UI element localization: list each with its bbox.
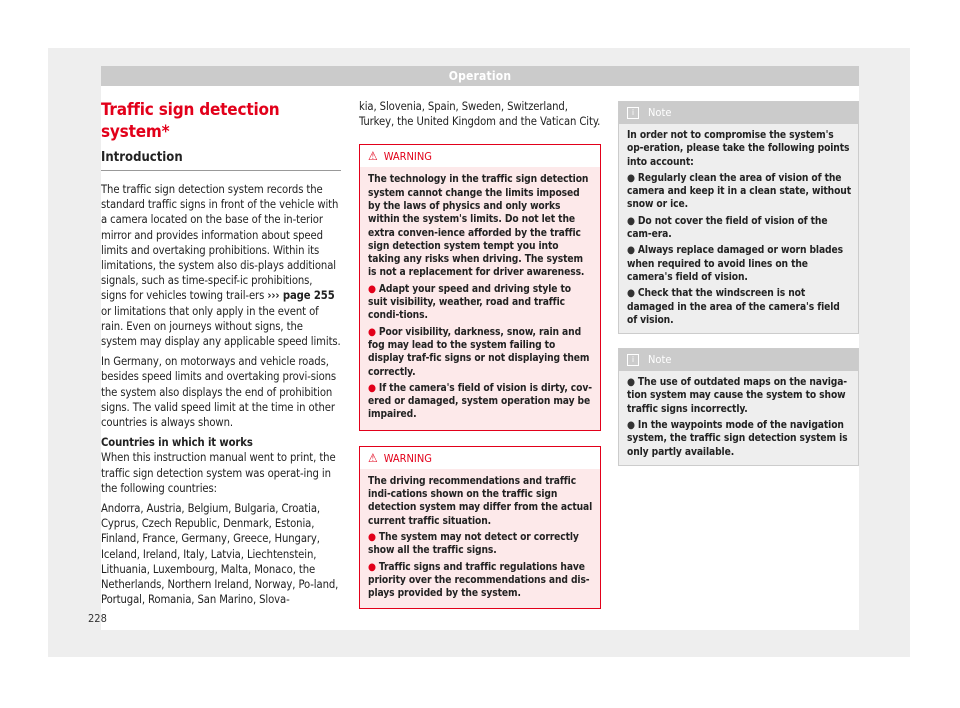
warning-1-bullet-3-text: If the camera's field of vision is dirty, cov-ered or damaged, system operation may be impaired. bbox=[368, 382, 592, 421]
bullet-icon: ● bbox=[627, 420, 635, 432]
warning-1-bullet-1-text: Adapt your speed and driving style to suit visibility, weather, road and traffic condi-tions. bbox=[368, 283, 571, 322]
warning-box-2 bbox=[359, 446, 601, 610]
paragraph-3: When this instruction manual went to print, the traffic sign detection system was operat-ing in the following countries: bbox=[101, 451, 336, 495]
warning-header-1 bbox=[360, 145, 600, 167]
note-1-bullet-4 bbox=[627, 287, 851, 327]
paragraph-1-text-a: The traffic sign detection system records the standard traffic signs in front of the vehicle with a camera located on the base of the in-terior mirror and provides information about speed limits and overtaking prohibitions. Within its limitations, the system also dis-plays additional signals, such as time-specif-ic prohibitions, signs for vehicles towing trail-ers bbox=[101, 183, 339, 303]
column-left bbox=[101, 99, 341, 612]
bullet-icon: ● bbox=[627, 288, 635, 300]
note-1-bullet-2-text: Do not cover the field of vision of the cam-era. bbox=[627, 215, 828, 241]
warning-header-2 bbox=[360, 447, 600, 469]
paragraph-2: In Germany, on motorways and vehicle roads, besides speed limits and overtaking provi-sions the system also displays the end of prohibition signs. The valid speed limit at the time in other countries is always shown. bbox=[101, 355, 337, 430]
note-box-1 bbox=[618, 101, 859, 334]
warning-2-bullet-1 bbox=[368, 531, 593, 558]
warning-triangle-icon: ⚠ bbox=[368, 149, 378, 164]
note-2-bullet-1-text: The use of outdated maps on the naviga-tion system may cause the system to show traffic signs incorrectly. bbox=[627, 377, 847, 415]
note-1-bullet-3-text: Always replace damaged or worn blades when required to avoid lines on the camera's field of vision. bbox=[627, 245, 843, 283]
section-subtitle: Introduction bbox=[101, 149, 341, 171]
info-square-icon: i bbox=[627, 107, 639, 119]
bullet-icon: ● bbox=[627, 245, 635, 257]
warning-body-1 bbox=[360, 167, 600, 429]
paragraph-1-text-b: or limitations that only apply in the event of rain. Even on journeys without signs, the system may display any applicable speed limits. bbox=[101, 304, 341, 349]
note-2-bullet-2-text: In the waypoints mode of the navigation system, the traffic sign detection system is only partly available. bbox=[627, 420, 848, 458]
note-box-2 bbox=[618, 348, 859, 466]
warning-2-bullet-1-text: The system may not detect or correctly show all the traffic signs. bbox=[368, 531, 579, 557]
warning-2-intro: The driving recommendations and traffic indi-cations shown on the traffic sign detection system may differ from the actual current traffic situation. bbox=[368, 475, 593, 527]
note-1-bullet-3 bbox=[627, 244, 851, 284]
warning-1-bullet-2-text: Poor visibility, darkness, snow, rain and fog may lead to the system failing to display traf-fic signs or not displaying them correctly. bbox=[368, 326, 590, 378]
warning-label-1: WARNING bbox=[383, 150, 432, 164]
warning-1-bullet-3 bbox=[368, 382, 593, 422]
countries-heading bbox=[101, 435, 341, 450]
note-2-bullet-1 bbox=[627, 376, 851, 416]
bullet-icon: ● bbox=[368, 531, 376, 543]
warning-1-intro: The technology in the traffic sign detection system cannot change the limits imposed by the laws of physics and only works within the system's limits. Do not let the extra conven-ience afforded by the traffic sign detection system tempt you into taking any risks when driving. The system is not a replacement for driver awareness. bbox=[368, 174, 589, 279]
note-1-bullet-4-text: Check that the windscreen is not damaged in the area of the camera's field of vision. bbox=[627, 288, 840, 326]
warning-label-2: WARNING bbox=[383, 451, 432, 465]
section-header: Operation bbox=[101, 66, 859, 86]
note-header-1 bbox=[619, 102, 858, 124]
page-reference-link[interactable]: ››› page 255 bbox=[267, 289, 335, 303]
note-body-2 bbox=[619, 371, 858, 465]
warning-box-1 bbox=[359, 144, 601, 430]
note-body-1 bbox=[619, 124, 858, 333]
info-square-icon: i bbox=[627, 354, 639, 366]
warning-2-bullet-2 bbox=[368, 561, 593, 601]
bullet-icon: ● bbox=[627, 215, 635, 227]
countries-heading-text: Countries in which it works bbox=[101, 436, 253, 450]
note-2-bullet-2 bbox=[627, 419, 851, 459]
bullet-icon: ● bbox=[627, 172, 635, 184]
warning-triangle-icon: ⚠ bbox=[368, 450, 378, 465]
warning-1-bullet-1 bbox=[368, 283, 593, 323]
paragraph-continuation: kia, Slovenia, Spain, Sweden, Switzerland, Turkey, the United Kingdom and the Vatican City. bbox=[359, 100, 601, 129]
warning-2-bullet-2-text: Traffic signs and traffic regulations have priority over the recommendations and dis-plays provided by the system. bbox=[368, 561, 590, 600]
page-number: 228 bbox=[88, 612, 107, 625]
bullet-icon: ● bbox=[368, 283, 376, 295]
note-1-bullet-1 bbox=[627, 172, 851, 212]
paragraph-4: Andorra, Austria, Belgium, Bulgaria, Croatia, Cyprus, Czech Republic, Denmark, Estonia, Finland, France, Germany, Greece, Hungary, Iceland, Ireland, Italy, Latvia, Liechtenstein, Lithuania, Luxembourg, Malta, Monaco, the Netherlands, Northern Ireland, Norway, Po-land, Portugal, Romania, San Marino, Slova- bbox=[101, 502, 339, 607]
bullet-icon: ● bbox=[368, 326, 376, 338]
warning-1-bullet-2 bbox=[368, 326, 593, 379]
note-label-2: Note bbox=[648, 353, 672, 367]
note-header-2 bbox=[619, 349, 858, 371]
note-1-bullet-2 bbox=[627, 215, 851, 242]
bullet-icon: ● bbox=[368, 382, 376, 394]
column-middle bbox=[359, 99, 601, 609]
page-title: Traffic sign detection system* bbox=[101, 100, 280, 142]
paragraph-1 bbox=[101, 182, 341, 349]
bullet-icon: ● bbox=[368, 561, 376, 573]
note-1-intro: In order not to compromise the system's op-eration, please take the following points into account: bbox=[627, 130, 850, 168]
bullet-icon: ● bbox=[627, 377, 635, 389]
warning-body-2 bbox=[360, 469, 600, 609]
column-right bbox=[618, 101, 859, 466]
note-label-1: Note bbox=[648, 106, 672, 119]
note-1-bullet-1-text: Regularly clean the area of vision of the camera and keep it in a clean state, without snow or ice. bbox=[627, 172, 851, 211]
